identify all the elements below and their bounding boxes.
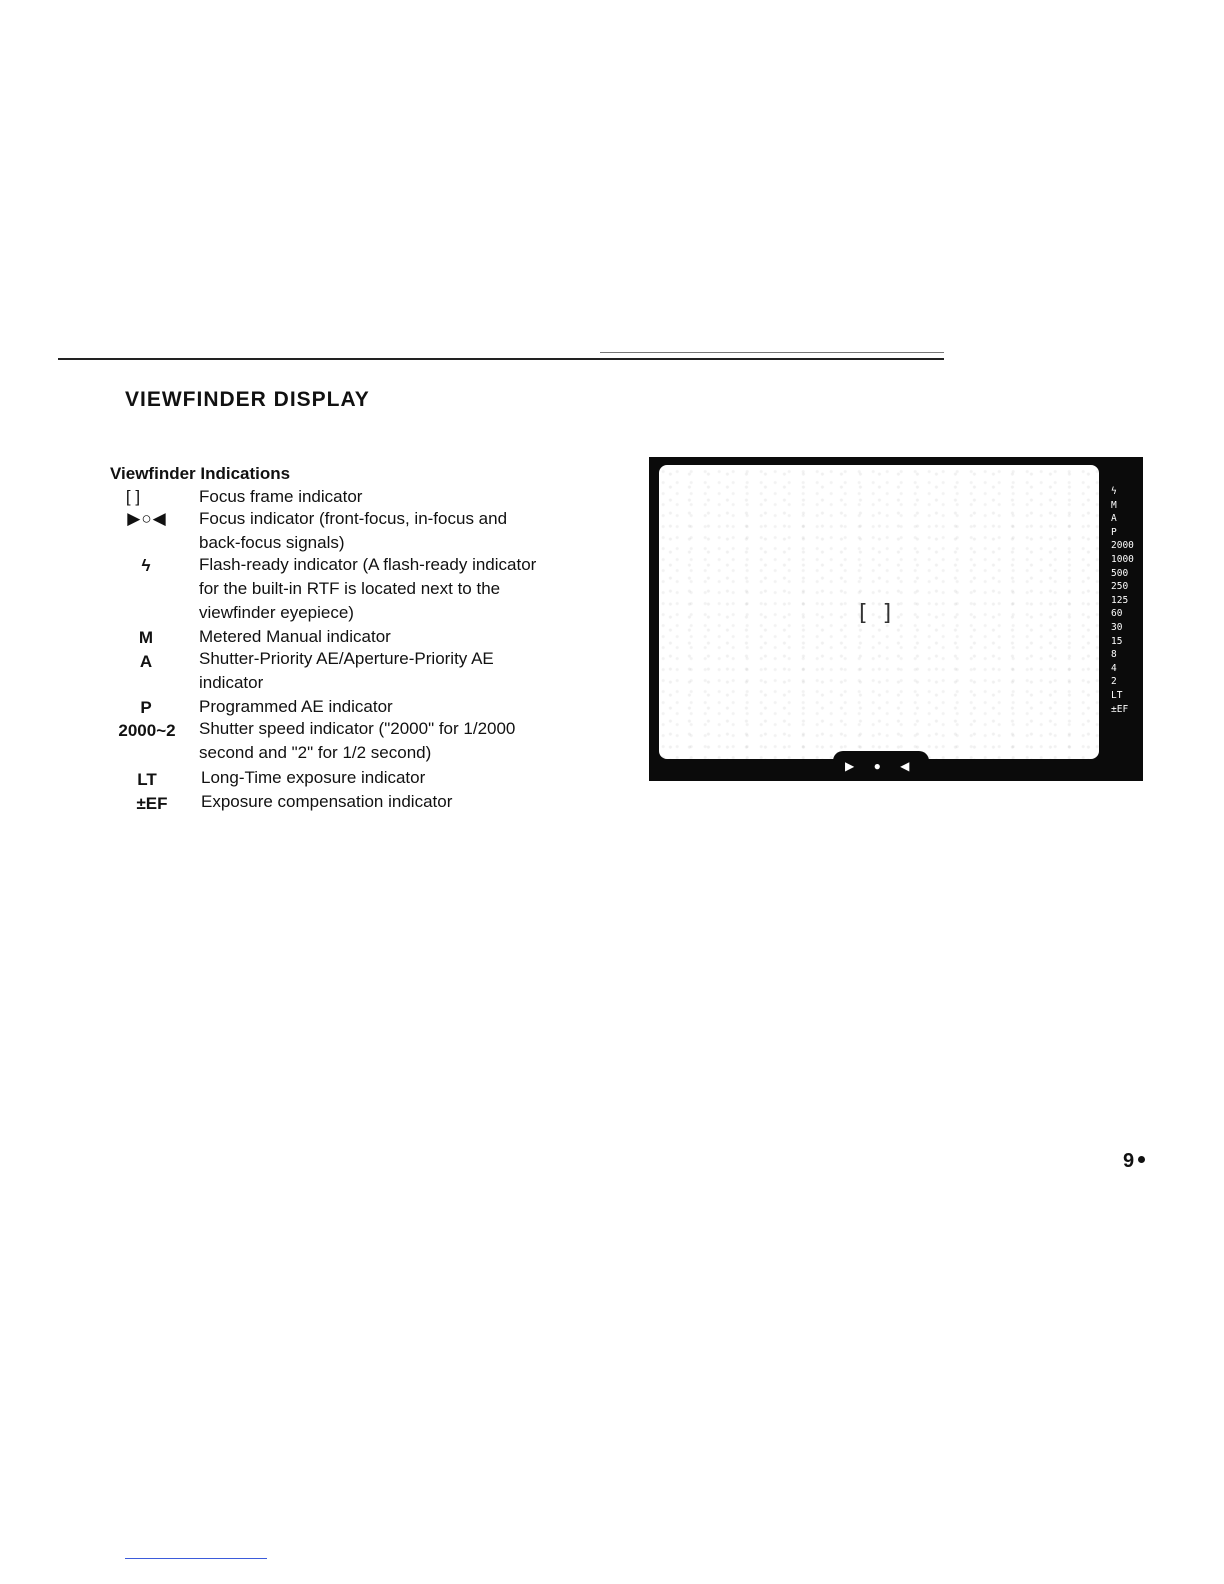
description-line: Flash-ready indicator (A flash-ready indicator xyxy=(199,555,537,574)
long-time-symbol: LT xyxy=(137,770,157,789)
indicator-description xyxy=(199,553,599,625)
focus-frame-symbol: [ ] xyxy=(125,487,141,506)
bullet-dot-icon xyxy=(1138,1156,1145,1163)
description-line: Focus frame indicator xyxy=(199,487,363,506)
indicator-description xyxy=(201,790,601,814)
viewfinder-screen xyxy=(659,465,1099,759)
indicator-description xyxy=(199,507,599,555)
scale-label: 2 xyxy=(1111,676,1117,688)
page-number-text: 9 xyxy=(1123,1150,1135,1172)
description-line: Focus indicator (front-focus, in-focus and xyxy=(199,509,508,528)
scale-label: 4 xyxy=(1111,662,1117,674)
header-rule-faint xyxy=(600,352,944,353)
description-line: Shutter speed indicator ("2000" for 1/2000 xyxy=(199,719,516,738)
indicator-description xyxy=(199,647,599,695)
scale-label: 8 xyxy=(1111,649,1117,661)
indicator-description xyxy=(199,717,599,765)
ae-priority-symbol: A xyxy=(139,652,153,671)
viewfinder-illustration xyxy=(649,457,1143,781)
scale-label: P xyxy=(1111,526,1117,538)
indicator-description xyxy=(199,485,599,509)
viewfinder-scale xyxy=(1111,485,1141,716)
footer-line xyxy=(125,1558,267,1559)
focus-indicator-symbol: ▶○◀ xyxy=(127,509,167,528)
indicator-description xyxy=(199,625,599,649)
scale-label: 30 xyxy=(1111,621,1123,633)
scale-label: 60 xyxy=(1111,608,1123,620)
scale-label: M xyxy=(1111,499,1117,511)
description-line: second and "2" for 1/2 second) xyxy=(199,743,432,762)
description-line: back-focus signals) xyxy=(199,533,345,552)
viewfinder-focus-frame: [ ] xyxy=(859,601,896,626)
description-line: viewfinder eyepiece) xyxy=(199,603,354,622)
description-line: Programmed AE indicator xyxy=(199,697,393,716)
scale-label: 250 xyxy=(1111,581,1129,593)
scale-label: 125 xyxy=(1111,594,1129,606)
exposure-compensation-symbol: ±EF xyxy=(136,794,168,813)
scale-label: LT xyxy=(1111,689,1123,701)
description-line: indicator xyxy=(199,673,264,692)
scale-label: A xyxy=(1111,513,1117,525)
flash-ready-icon: ϟ xyxy=(141,556,151,575)
scale-label: 500 xyxy=(1111,567,1129,579)
page-number xyxy=(1123,1150,1145,1173)
scale-label: 2000 xyxy=(1111,540,1134,552)
flash-ready-icon: ϟ xyxy=(1111,486,1117,497)
shutter-speed-symbol: 2000~2 xyxy=(118,721,176,740)
description-line: for the built-in RTF is located next to the xyxy=(199,579,501,598)
indicator-description xyxy=(199,695,599,719)
metered-manual-symbol: M xyxy=(138,628,154,647)
programmed-ae-symbol: P xyxy=(140,698,152,717)
description-line: Metered Manual indicator xyxy=(199,627,391,646)
description-line: Long-Time exposure indicator xyxy=(201,768,426,787)
viewfinder-focus-signals: ▶ ● ◀ xyxy=(845,759,918,773)
section-title: VIEWFINDER DISPLAY xyxy=(125,388,370,411)
description-line: Shutter-Priority AE/Aperture-Priority AE xyxy=(199,649,494,668)
indicator-description xyxy=(201,766,601,790)
scale-label: 1000 xyxy=(1111,553,1134,565)
scale-label: 15 xyxy=(1111,635,1123,647)
indications-heading: Viewfinder Indications xyxy=(110,464,291,483)
scale-label: ±EF xyxy=(1111,703,1129,715)
description-line: Exposure compensation indicator xyxy=(201,792,453,811)
indicator-list xyxy=(0,0,620,840)
